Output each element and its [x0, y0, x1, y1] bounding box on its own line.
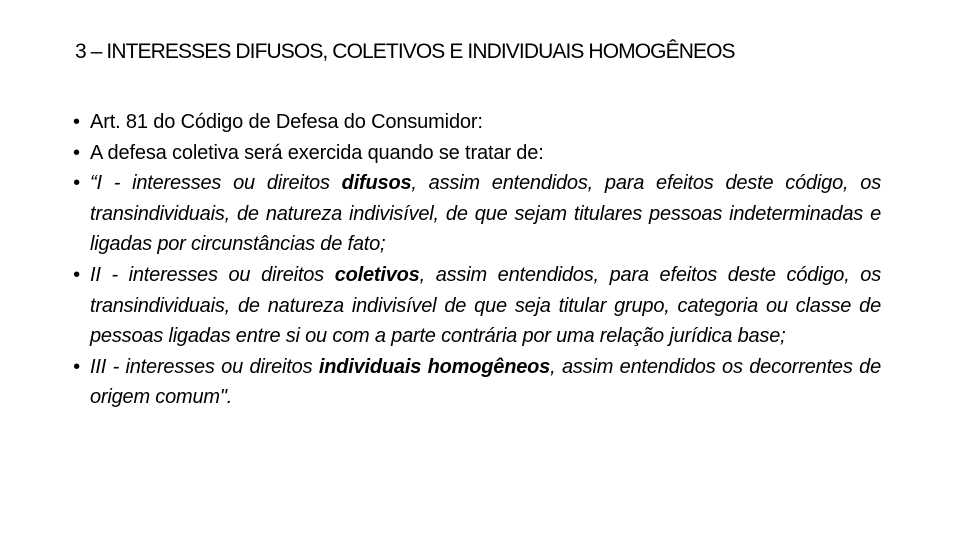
bullet-text-before: II - interesses ou direitos [90, 263, 335, 286]
emphasis-coletivos: coletivos [334, 263, 420, 286]
emphasis-individuais-homogeneos: individuais homogêneos [318, 355, 551, 378]
bullet-text-after: , assim entendidos, para efeitos deste código, os transindividuais, de natureza indivisível de que seja titular grupo, categoria ou classe de pessoas ligadas entre si ou com a parte contrária por uma relação jurídica base; [90, 263, 882, 348]
bullet-text-before: III - interesses ou direitos [90, 355, 319, 378]
bullet-item-difusos [73, 168, 881, 260]
bullet-item-defesa-coletiva [73, 138, 881, 169]
bullet-item-individuais-homogeneos [73, 352, 881, 413]
bullet-item-art-81 [73, 107, 881, 138]
bullet-text-after: , assim entendidos os decorrentes de origem comum". [90, 355, 881, 409]
bullet-list [73, 107, 881, 413]
bullet-text-before: “I - interesses ou direitos [90, 172, 342, 195]
slide-title: 3 – INTERESSES DIFUSOS, COLETIVOS E INDIVIDUAIS HOMOGÊNEOS [75, 40, 735, 63]
bullet-text-after: , assim entendidos, para efeitos deste código, os transindividuais, de natureza indivisível, de que sejam titulares pessoas indeterminadas e ligadas por circunstâncias de fato; [90, 172, 882, 256]
emphasis-difusos: difusos [341, 172, 412, 195]
bullet-text: A defesa coletiva será exercida quando se tratar de: [90, 141, 544, 164]
bullet-item-coletivos [73, 260, 881, 352]
bullet-text: Art. 81 do Código de Defesa do Consumidor: [90, 111, 483, 133]
